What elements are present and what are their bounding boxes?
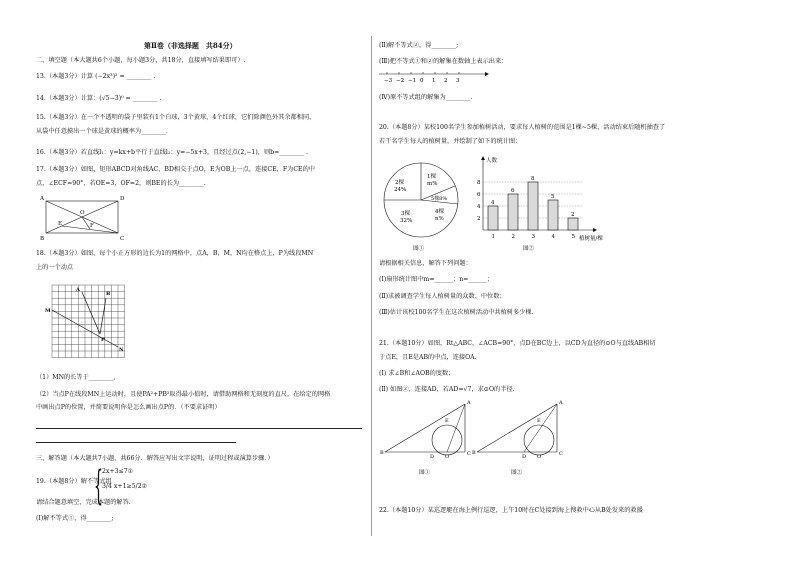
q15-line1: 15.（本题3分）在一个不透明的袋子里装有1个白球，3个黄球，4个红球，它们除颜色外其余都相同， (36, 114, 316, 121)
number-line-label: 1 (432, 78, 436, 84)
q21-figures (379, 398, 569, 478)
svg-text:C: C (467, 451, 471, 457)
q17-label-D: D (120, 196, 125, 202)
q20-part2: (Ⅱ)求被调查学生每人植树量的众数、中位数； (379, 293, 506, 300)
bar-2 (508, 194, 518, 230)
q21-figure-2 (472, 400, 563, 476)
q13-text (36, 73, 155, 81)
q19-part2: (Ⅱ)解不等式②，得________; (379, 42, 459, 49)
q18-label-P: P (101, 337, 105, 343)
bar-5 (568, 218, 578, 230)
bar-caption: 图② (523, 246, 535, 252)
q18-label-B: B (106, 291, 111, 297)
q19-instruction: 请结合题意填空，完成本题的解答. (36, 499, 131, 506)
q17-line1: 17.（本题3分）如图，矩形ABCD对角线AC，BD相交于点O，E为OB上一点，连接CE，F为CE的中 (36, 166, 315, 173)
bar-value-label: 6 (511, 188, 515, 194)
q19-part3: (Ⅲ)把不等式①和②的解集在数轴上表示出来： (379, 58, 508, 65)
x-tick-label: 4 (551, 234, 555, 240)
q17-label-E: E (58, 221, 63, 227)
x-tick-label: 3 (531, 234, 535, 240)
q21-line1: 21.（本题10分）如图，Rt△ABC，∠ACB=90°，点D在BC边上，以CD为直径的⊙O与直线AB相切 (379, 340, 656, 347)
number-line-label: −2 (396, 78, 405, 84)
q20-line2: 若干名学生每人的植树量，并绘制了如下的统计图： (379, 138, 522, 145)
svg-text:A: A (559, 400, 563, 406)
answer-line (36, 428, 362, 429)
svg-text:B: B (380, 450, 384, 456)
x-tick-label: 1 (491, 234, 495, 240)
pie-label-1: 1棵 m% (427, 174, 438, 187)
pie-label-2: 2棵 24% (394, 180, 407, 193)
q17-label-F: F (90, 223, 94, 229)
q21-figure-1 (380, 400, 471, 476)
y-tick-label: 6 (477, 192, 481, 198)
q20-instruction: 请根据相关信息，解答下列问题： (379, 260, 472, 267)
q13-expr: (−2x³)² (95, 73, 118, 80)
pie-label-5: 5棵8% (431, 196, 448, 202)
svg-text:A: A (467, 400, 471, 406)
bar-3 (528, 182, 538, 230)
q17-label-C: C (120, 236, 125, 242)
number-line (379, 68, 489, 88)
q18-label-N: N (119, 347, 124, 353)
number-line-label: −3 (384, 78, 393, 84)
q18-part2-line1: （2）当点P在线段MN上运动时，且使PA²+PB²取得最小值时，请借助网格和无刻度的直尺，在给定的网格 (36, 391, 331, 398)
q19-brace: { (94, 463, 103, 509)
q19-part4: (Ⅳ)原不等式组的解集为________. (379, 94, 473, 101)
left-column (36, 0, 364, 562)
y-tick-label: 8 (477, 180, 481, 186)
number-line-label: 3 (456, 78, 460, 84)
q19-part1: (Ⅰ)解不等式①，得________; (36, 515, 114, 522)
q19-ineq-2: 3/4 x+1≥5/2② (102, 483, 148, 490)
x-tick-label: 2 (511, 234, 515, 240)
q21-caption-2: 图② (511, 470, 523, 476)
number-line-label: −1 (408, 78, 417, 84)
q18-part1: （1）MN的长等于________, (36, 374, 116, 381)
q14-text: 14.（本题3分）计算：(√5−3)⁰ = ________ . (36, 95, 162, 102)
svg-text:E: E (445, 418, 449, 424)
q20-part1: (Ⅰ)扇形统计图中m=______；n=______； (379, 276, 494, 283)
q13-label: 13.（本题3分）计算 (36, 73, 94, 80)
y-tick-label: 4 (477, 204, 481, 210)
pie-chart (381, 160, 463, 252)
q17-rectangle-figure (40, 194, 130, 244)
q13-end: = ________ . (119, 73, 156, 80)
q18-label-M: M (45, 308, 51, 314)
q17-line2: 点，∠ECF=90°，若OE=3，OF=2，则BE的长为________. (36, 180, 206, 187)
q18-part2-line2: 中画出点P的位置，并简要说明你是怎么画出点P的．（不要求证明） (36, 404, 221, 411)
svg-text:D: D (522, 454, 527, 460)
q21-part1: (Ⅰ) 求∠B和∠AOB的度数； (379, 370, 455, 377)
fill-section-heading: 二、填空题（本大题共6个小题，每小题3分，共18分，直接填写结果即可）. (36, 57, 246, 64)
bar-value-label: 8 (531, 176, 535, 182)
bar-1 (488, 206, 498, 230)
bar-value-label: 2 (571, 212, 575, 218)
q22-line1: 22.（本题10分）某巡逻艇在海上例行巡逻，上午10时在C处接到海上搜救中心从B处发来的救援 (379, 507, 643, 514)
svg-text:O: O (445, 454, 450, 460)
x-tick-label: 5 (571, 234, 575, 240)
x-axis-label: 植树量/棵 (579, 236, 603, 242)
y-axis-label: 人数 (486, 158, 498, 164)
q20-part3: (Ⅲ)估计该校100名学生在这次植树活动中共植树多少棵. (379, 309, 534, 316)
section-title: 第Ⅱ卷（非选择题 共84分） (144, 41, 237, 50)
right-column (379, 0, 759, 562)
answer-line (36, 442, 236, 443)
svg-text:D: D (430, 454, 435, 460)
svg-text:B: B (472, 450, 476, 456)
q21-caption-1: 图① (419, 470, 431, 476)
q18-line1: 18.（本题3分）如图，每个小正方形的边长为1的网格中，点A，B，M，N均在格点上，P为线段MN (36, 250, 314, 257)
q17-label-B: B (40, 236, 45, 242)
answer-section-heading: 三、解答题（本大题共7小题，共66分．解答应写出文字说明，证明过程或演算步骤．） (36, 455, 274, 462)
number-line-label: 0 (420, 78, 424, 84)
q16-text: 16.（本题3分）若直线l₁：y=kx+b平行于直线l₂：y=−5x+3，且经过点(2,−1)，则b=________ . (36, 149, 308, 156)
bar-value-label: 5 (551, 194, 555, 200)
pie-label-4: 4棵 n% (435, 209, 444, 222)
column-divider (371, 36, 372, 536)
q19-ineq-1: 2x+3≤7① (102, 468, 134, 475)
y-tick-label: 2 (477, 216, 481, 222)
q21-line2: 于点E，且E是AB的中点，连接OA. (379, 354, 477, 361)
svg-text:O: O (537, 454, 542, 460)
q17-label-A: A (40, 196, 44, 202)
q18-line2: 上的一个动点 (36, 264, 74, 271)
bar-chart (469, 154, 615, 254)
q17-label-O: O (80, 210, 85, 216)
q18-grid-figure (44, 281, 130, 357)
number-line-label: 2 (444, 78, 448, 84)
bar-4 (548, 200, 558, 230)
svg-text:E: E (537, 418, 541, 424)
pie-caption: 图① (413, 246, 425, 252)
bar-value-label: 4 (491, 200, 495, 206)
q21-part2: (Ⅱ) 如图②，连接AD，若AD=√7，求⊙O的半径. (379, 386, 515, 393)
q19-head: 19.（本题8分）解不等式组 (36, 478, 112, 485)
q18-label-A: A (76, 287, 80, 293)
svg-text:C: C (559, 451, 563, 457)
q15-line2: 从袋中任意摸出一个球是黄球的概率为________. (36, 128, 168, 135)
q20-line1: 20.（本题8分）某校100名学生参加植树活动，要求每人植树的范围是1棵~5棵，活动结束后随机抽查了 (379, 124, 666, 131)
pie-label-3: 3棵 32% (400, 211, 413, 224)
